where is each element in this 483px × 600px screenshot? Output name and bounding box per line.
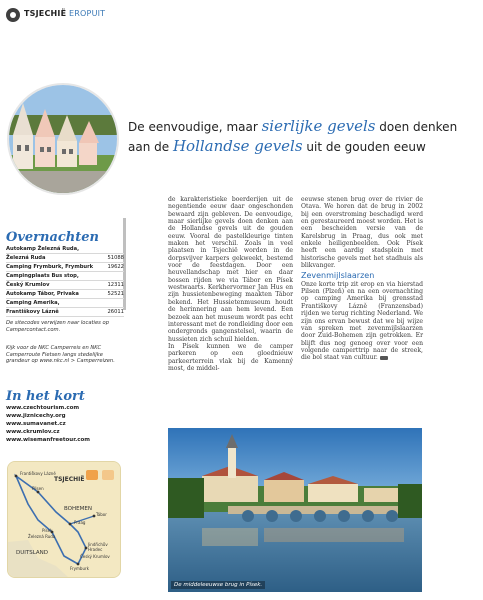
campsite-name: Františkovy Lázně xyxy=(6,309,59,315)
subheading: Zevenmijlslaarzen xyxy=(301,271,375,281)
map-place-label: Františkovy Lázně xyxy=(20,471,56,476)
campsite-row xyxy=(6,254,124,263)
campsite-name: Camping Amerika, xyxy=(6,300,60,306)
camper-icon xyxy=(380,356,388,360)
campsite-row xyxy=(6,299,124,308)
campsite-list xyxy=(6,245,124,317)
headline-quote xyxy=(128,117,468,157)
headline-emphasis-1: sierlijke gevels xyxy=(261,117,376,135)
campsite-name: Campingplaats Bus stop, xyxy=(6,273,79,279)
map-place-label: Jindřichův Hradec xyxy=(88,542,108,552)
website-link[interactable]: www.jiznicechy.org xyxy=(6,413,66,419)
location-pin-icon xyxy=(6,8,20,22)
route-map xyxy=(7,461,121,578)
website-link[interactable]: www.ckrumlov.cz xyxy=(6,429,60,435)
headline-emphasis-2: Hollandse gevels xyxy=(172,137,303,155)
bridge-photo xyxy=(168,428,422,592)
map-place-label: Písek xyxy=(42,528,53,533)
map-region-label: BOHEMEN xyxy=(64,506,92,512)
village-houses-photo xyxy=(7,83,119,195)
map-place-label: Tábor xyxy=(96,512,107,517)
article-paragraph: de karakteristieke boerderijen uit de negentiende eeuw daar ongeschonden bewaard zijn gebleven. De eenvoudige, maar sierlijke gevels doen denken aan de Hollandse gevels uit de gouden eeuw. Vooral de pastelkleurige tinten maken het verschil. Zoals in veel plaatsen in Tsjechië worden in de dorpsvijver karpers gekweekt, bestemd voor de feestdagen. Door een heuvellandschap met hier en daar bossen rijden we via Tábor en Písek westwaarts. Kerkhervormer Jan Hus en zijn hussietenbeweging maakten Tábor bekend. Het Hussietenmuseum houdt de herinnering aan hem levend. Een bezoek aan het museum wordt pas echt interessant met de rondleiding door een ondergronds gangenstelsel, waarin de hussieten zich schuil hielden. In Písek kunnen we de camper parkeren op een gloednieuw parkeerterrein vlak bij de Kamenný most, de middel- xyxy=(168,196,293,372)
in-het-kort-title: In het kort xyxy=(6,389,85,404)
campsite-name: Autokamp Železná Ruda, xyxy=(6,246,80,252)
overnachten-box xyxy=(6,230,124,365)
campsite-row xyxy=(6,308,124,317)
map-place-label: Pilsen xyxy=(32,486,44,491)
campsite-name: Autokamp Tábor, Privaka xyxy=(6,291,79,297)
map-country-label: TSJECHIË xyxy=(54,476,85,483)
link-list xyxy=(6,404,124,444)
map-place-label: Frymburk xyxy=(70,566,89,571)
campsite-row xyxy=(6,290,124,299)
headline-pre: De eenvoudige, maar xyxy=(128,120,258,134)
map-neighbour-label: DUITSLAND xyxy=(16,550,49,556)
overnachten-title: Overnachten xyxy=(6,230,99,245)
campsite-row xyxy=(6,263,124,272)
headline-post: uit de gouden eeuw xyxy=(306,140,426,154)
headline-mid: doen denken aan de xyxy=(128,120,458,154)
campsite-row xyxy=(6,245,124,254)
campsite-name: Camping Frymburk, Frymburk xyxy=(6,264,94,270)
in-het-kort-box xyxy=(6,389,124,444)
campsite-code: 51088 xyxy=(107,255,124,261)
campsite-code: 12311 xyxy=(107,282,124,288)
campsite-name: Železná Ruda xyxy=(6,255,46,261)
header-region: EROPUIT xyxy=(69,9,106,18)
photo-caption: De middeleeuwse brug in Písek. xyxy=(171,581,265,589)
campsite-code: 19622 xyxy=(107,264,124,270)
map-place-label: Praag xyxy=(74,520,86,525)
website-link[interactable]: www.czechtourism.com xyxy=(6,405,80,411)
campsite-code: 52521 xyxy=(107,291,124,297)
nkc-note: Kijk voor de NKC Camperreis en NKC Camperroute Fietsen langs stedelijke grandeur op www.nkc.nl > Camperreizen. xyxy=(6,345,115,364)
article-column-1 xyxy=(168,196,293,372)
campsite-row xyxy=(6,272,124,281)
article-paragraph: eeuwse stenen brug over de rivier de Otava. We horen dat de brug in 2002 bij een overstroming beschadigd werd en gerestaureerd moest worden. Het is een bescheiden versie van de Karelsbrug in Praag, dus ook met enkele heiligenbeelden. Ook Písek heeft een aardig stadsplein met historische gevels met het stadhuis als blikvanger. xyxy=(301,196,423,270)
header-country: TSJECHIË xyxy=(24,9,67,18)
sitecodes-note: De sitecodes verwijzen naar locaties op Campercontact.com. xyxy=(6,320,109,333)
article-paragraph xyxy=(301,281,423,362)
article-text: Onze korte trip zit erop en via hierstad Pilsen (Plzeň) en na een overnachting op camping Amerika bij grensstad Františkovy Lázně (Franzensbad) rijden we terug richting Nederland. We zijn ons ervan bewust dat we bij wijze van spreken met zevenmijlslaarzen door Zuid-Bohemen zijn getrokken. Er blijft dus nog genoeg over voor een volgende camperttrip naar de streek, die bol staat van cultuur. xyxy=(301,280,423,362)
campsite-name: Český Krumlov xyxy=(6,282,50,288)
section-header xyxy=(24,9,105,18)
campsite-code: 26011 xyxy=(107,309,124,315)
campsite-row xyxy=(6,281,124,290)
map-place-label: Železná Ruda xyxy=(28,534,56,539)
website-link[interactable]: www.wisemanfreetour.com xyxy=(6,437,90,443)
map-place-label: Český Krumlov xyxy=(80,554,110,559)
article-column-2 xyxy=(301,196,423,362)
website-link[interactable]: www.sumavanet.cz xyxy=(6,421,66,427)
